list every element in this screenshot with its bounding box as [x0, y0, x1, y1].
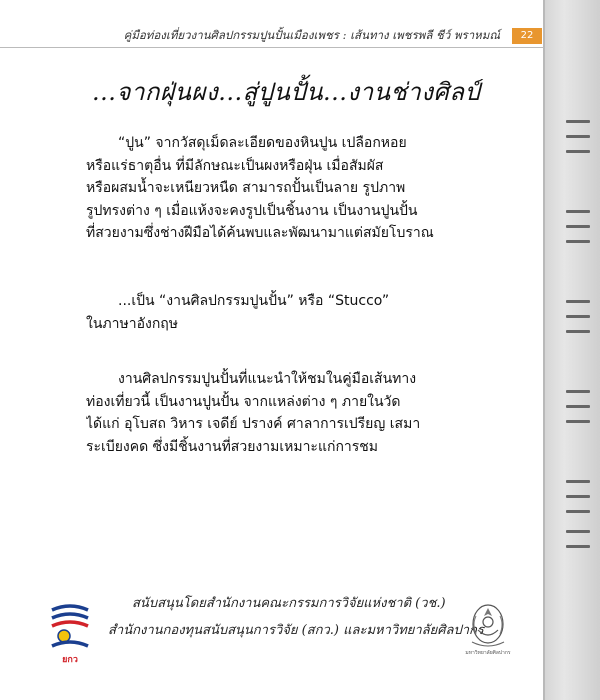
paragraph-line: ที่สวยงามซึ่งช่างฝีมือได้ค้นพบและพัฒนามาแต่สมัยโบราณ [86, 225, 434, 241]
paragraph-3 [86, 368, 448, 458]
binding-ring-icon [566, 510, 590, 513]
paragraph-line: ท่องเที่ยวนี้ เป็นงานปูนปั้น จากแหล่งต่าง ๆ ภายในวัด [86, 393, 401, 410]
binding-ring-icon [566, 150, 590, 153]
silpakorn-university-seal [458, 600, 518, 658]
binding-ring-icon [566, 480, 590, 483]
binding-ring-icon [566, 120, 590, 123]
paragraph-line: ระเบียงคด ซึ่งมีชิ้นงานที่สวยงามเหมาะแก่การชม [86, 438, 379, 455]
binding-ring-icon [566, 420, 590, 423]
page-title: ...จากฝุ่นผง...สู่ปูนปั้น...งานช่างศิลป์ [92, 78, 481, 106]
binding-ring-icon [566, 225, 590, 228]
binding-ring-icon [566, 315, 590, 318]
trf-logo-text: ยกว [62, 655, 78, 665]
sponsor-line-2: สำนักงานกองทุนสนับสนุนการวิจัย (สกว.) และมหาวิทยาลัยศิลปากร [108, 623, 484, 638]
trf-logo [48, 604, 92, 666]
paragraph-1 [86, 132, 448, 245]
paragraph-2 [86, 290, 448, 335]
running-title: คู่มือท่องเที่ยวงานศิลปกรรมปูนปั้นเมืองเพชร : เส้นทาง เพชรพลี ชีว์ พราหมณ์ [123, 28, 500, 42]
seal-caption: มหาวิทยาลัยศิลปากร [465, 650, 511, 656]
binding-ring-icon [566, 210, 590, 213]
paragraph-line: หรือแร่ธาตุอื่น ที่มีลักษณะเป็นผงหรือฝุ่น เมื่อสัมผัส [86, 157, 384, 174]
paragraph-line: รูปทรงต่าง ๆ เมื่อแห้งจะคงรูปเป็นชิ้นงาน เป็นงานปูนปั้น [86, 202, 418, 219]
binding-ring-icon [566, 530, 590, 533]
binding-ring-icon [566, 240, 590, 243]
paragraph-line: งานศิลปกรรมปูนปั้นที่แนะนำให้ชมในคู่มือเส้นทาง [118, 371, 417, 387]
running-header [0, 25, 545, 48]
paragraph-line: หรือผสมน้ำจะเหนียวหนืด สามารถปั้นเป็นลาย รูปภาพ [86, 180, 406, 196]
page-number: 22 [512, 28, 542, 44]
binding-ring-icon [566, 135, 590, 138]
binding-ring-icon [566, 495, 590, 498]
binding-ring-icon [566, 405, 590, 408]
paragraph-line: ในภาษาอังกฤษ [86, 315, 179, 332]
paragraph-line: “ปูน” จากวัสดุเม็ดละเอียดของหินปูน เปลือกหอย [118, 135, 407, 151]
binding-ring-icon [566, 300, 590, 303]
binding-ring-icon [566, 330, 590, 333]
spiral-binding [545, 0, 600, 700]
binding-ring-icon [566, 390, 590, 393]
binding-ring-icon [566, 545, 590, 548]
paragraph-line: ...เป็น “งานศิลปกรรมปูนปั้น” หรือ “Stucco” [118, 293, 390, 309]
paragraph-line: ได้แก่ อุโบสถ วิหาร เจดีย์ ปรางค์ ศาลาการเปรียญ เสมา [86, 416, 421, 432]
sponsor-line-1: สนับสนุนโดยสำนักงานคณะกรรมการวิจัยแห่งชาติ (วช.) [132, 596, 446, 611]
